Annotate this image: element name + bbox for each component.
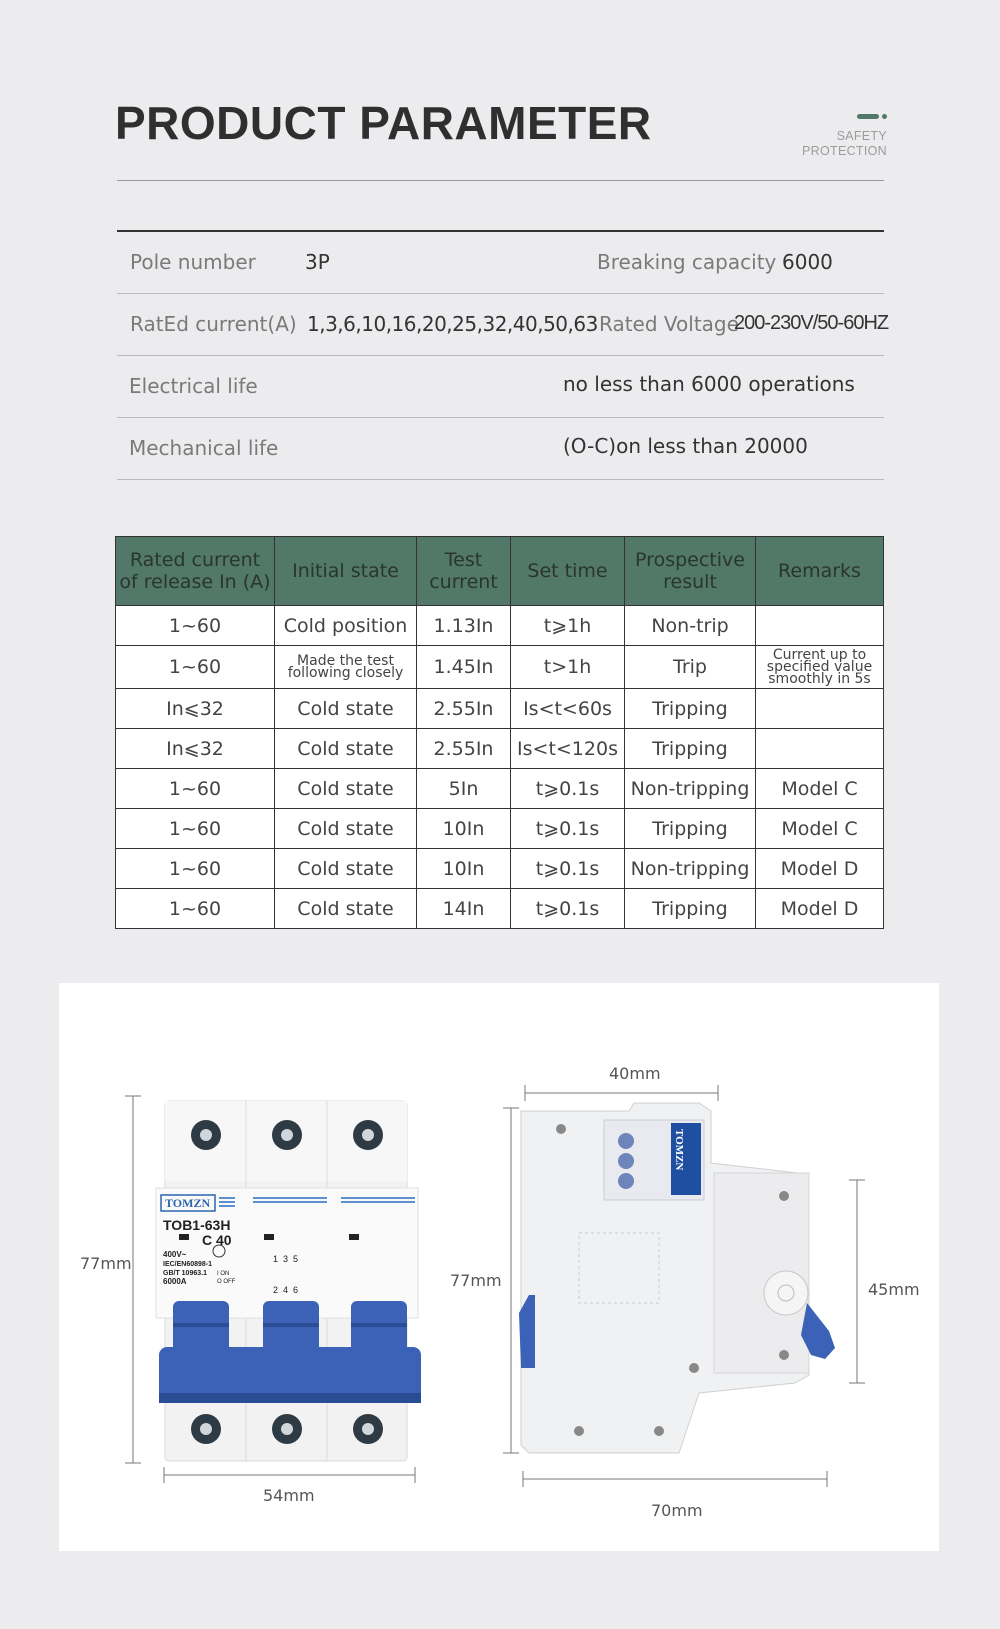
param-row-electrical	[117, 356, 884, 418]
breaker-drawing	[59, 983, 939, 1551]
test-spec-table	[115, 536, 884, 929]
side-left-height-dim: 77mm	[450, 1271, 502, 1290]
table-cell: t⩾0.1s	[511, 889, 625, 929]
param-row-pole	[117, 232, 884, 294]
front-width-dim: 54mm	[263, 1486, 315, 1505]
table-cell: Tripping	[625, 809, 756, 849]
table-cell: In⩽32	[116, 729, 275, 769]
badge-bar-icon	[857, 114, 879, 119]
current-value: 1,3,6,10,16,20,25,32,40,50,63	[307, 312, 598, 336]
front-on-label: I ON	[217, 1271, 230, 1277]
table-cell: Tripping	[625, 889, 756, 929]
breaking-value: 6000	[782, 250, 833, 274]
table-cell: Cold state	[275, 889, 417, 929]
table-cell: t⩾0.1s	[511, 809, 625, 849]
table-cell: t⩾1h	[511, 606, 625, 646]
table-cell: 10In	[417, 809, 511, 849]
table-header-row	[116, 537, 884, 606]
table-cell: 10In	[417, 849, 511, 889]
pole-value: 3P	[305, 250, 330, 274]
badge-line2: PROTECTION	[802, 144, 887, 158]
param-row-mechanical	[117, 418, 884, 480]
table-cell: Tripping	[625, 729, 756, 769]
mechanical-label: Mechanical life	[129, 436, 279, 460]
table-header: Set time	[511, 537, 625, 606]
table-cell: Cold position	[275, 606, 417, 646]
table-row	[116, 849, 884, 889]
current-label: RatEd current(A)	[130, 312, 297, 336]
table-cell: 1~60	[116, 889, 275, 929]
table-cell: 1~60	[116, 809, 275, 849]
table-cell	[756, 689, 884, 729]
table-cell: Is<t<60s	[511, 689, 625, 729]
title-divider	[117, 180, 884, 181]
table-cell: Made the test following closely	[275, 646, 417, 689]
table-cell: Current up to specified value smoothly in 5s	[756, 646, 884, 689]
table-cell: Is<t<120s	[511, 729, 625, 769]
table-cell: Cold state	[275, 689, 417, 729]
table-cell: Trip	[625, 646, 756, 689]
table-header: Rated current of release In (A)	[116, 537, 275, 606]
parameter-list	[117, 230, 889, 480]
electrical-label: Electrical life	[129, 374, 258, 398]
table-cell: Non-tripping	[625, 849, 756, 889]
table-header: Prospective result	[625, 537, 756, 606]
front-brand: TOMZN	[165, 1196, 211, 1210]
front-rating: C 40	[202, 1232, 232, 1248]
breaking-label: Breaking capacity	[597, 250, 777, 274]
table-row	[116, 769, 884, 809]
table-cell: Cold state	[275, 849, 417, 889]
safety-badge	[802, 106, 887, 159]
table-cell: Model D	[756, 849, 884, 889]
table-cell: Model C	[756, 809, 884, 849]
table-cell: 5In	[417, 769, 511, 809]
pole-label: Pole number	[130, 250, 256, 274]
table-row	[116, 889, 884, 929]
electrical-value: no less than 6000 operations	[563, 372, 855, 396]
table-cell: 2.55In	[417, 689, 511, 729]
table-cell: Non-trip	[625, 606, 756, 646]
mechanical-value: (O-C)on less than 20000	[563, 434, 808, 458]
front-view	[156, 1101, 421, 1461]
table-header: Initial state	[275, 537, 417, 606]
table-cell: 1~60	[116, 849, 275, 889]
table-cell: 2.55In	[417, 729, 511, 769]
voltage-label: Rated Voltage	[599, 312, 739, 336]
table-cell: 1~60	[116, 646, 275, 689]
table-row	[116, 689, 884, 729]
side-brand: TOMZN	[673, 1129, 685, 1171]
badge-dot-icon	[882, 114, 887, 119]
table-header: Test current	[417, 537, 511, 606]
table-cell	[756, 606, 884, 646]
table-row	[116, 729, 884, 769]
side-right-height-dim: 45mm	[868, 1280, 920, 1299]
front-terminals-top: 1 3 5	[273, 1254, 299, 1264]
page-title: PRODUCT PARAMETER	[115, 97, 652, 149]
front-standard1: IEC/EN60898-1	[163, 1261, 213, 1268]
table-cell: Tripping	[625, 689, 756, 729]
table-cell: 1.13In	[417, 606, 511, 646]
table-cell: Cold state	[275, 769, 417, 809]
table-cell: 1.45In	[417, 646, 511, 689]
front-height-dim: 77mm	[80, 1254, 132, 1273]
table-cell	[756, 729, 884, 769]
table-row	[116, 606, 884, 646]
table-cell: Cold state	[275, 729, 417, 769]
side-top-width-dim: 40mm	[609, 1064, 661, 1083]
table-cell: 1~60	[116, 769, 275, 809]
table-cell: Model C	[756, 769, 884, 809]
param-row-current	[117, 294, 889, 356]
table-cell: 1~60	[116, 606, 275, 646]
front-terminals-bottom: 2 4 6	[273, 1285, 299, 1295]
table-cell: t⩾0.1s	[511, 769, 625, 809]
table-cell: 14In	[417, 889, 511, 929]
front-voltage: 400V~	[163, 1250, 187, 1259]
front-model: TOB1-63H	[163, 1217, 231, 1233]
side-bottom-width-dim: 70mm	[651, 1501, 703, 1520]
table-row	[116, 646, 884, 689]
front-off-label: O OFF	[217, 1279, 236, 1285]
table-cell: Model D	[756, 889, 884, 929]
badge-line1: SAFETY	[836, 129, 887, 143]
table-cell: Cold state	[275, 809, 417, 849]
front-capacity: 6000A	[163, 1277, 187, 1286]
dimension-diagram	[59, 983, 939, 1551]
voltage-value: 200-230V/50-60HZ	[734, 312, 889, 334]
front-standard2: GB/T 10963.1	[163, 1270, 207, 1277]
table-cell: t⩾0.1s	[511, 849, 625, 889]
table-cell: In⩽32	[116, 689, 275, 729]
table-header: Remarks	[756, 537, 884, 606]
table-cell: Non-tripping	[625, 769, 756, 809]
table-cell: t>1h	[511, 646, 625, 689]
table-row	[116, 809, 884, 849]
